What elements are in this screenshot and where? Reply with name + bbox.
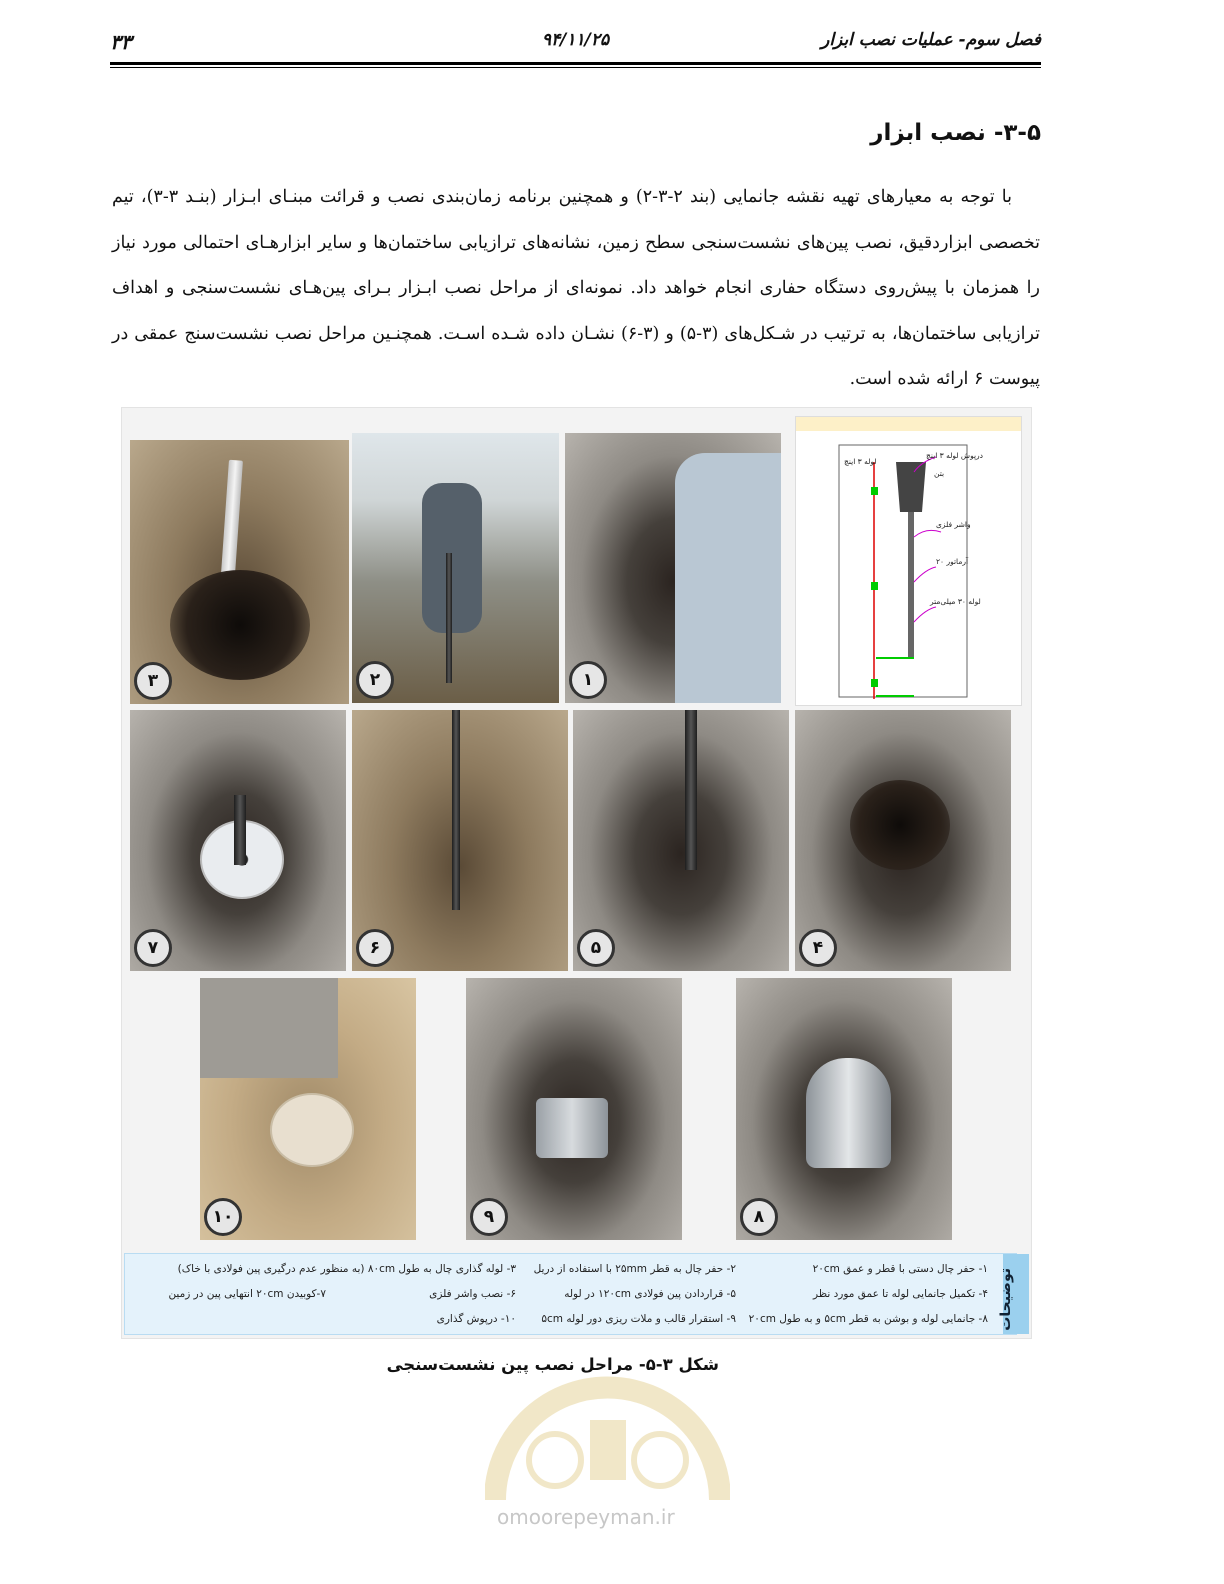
step-badge-1: ۱ xyxy=(569,661,607,699)
step-badge-3: ۳ xyxy=(134,662,172,700)
photo-step-6 xyxy=(352,710,568,971)
photo-step-3 xyxy=(130,440,349,704)
step-badge-4: ۴ xyxy=(799,929,837,967)
chapter-title: فصل سوم- عملیات نصب ابزار xyxy=(821,30,1041,50)
body-paragraph: با توجه به معیارهای تهیه نقشه جانمایی (بند ۲-۳-۲) و همچنین برنامه زمان‌بندی نصب و قرائت مبنـای ابـزار (بنـد ۳-۳)، تیم تخصصی ابزاردقیق، نصب پین‌های نشست‌سنجی سطح زمین، نشانه‌های ترازیابی ساختمان‌ها و سایر ابزارهـای احتمالی مورد نیاز را همزمان با پیش‌روی دستگاه حفاری انجام خواهد داد. نمونه‌ای از مراحل نصب ابـزار بـرای پین‌هـای نشست‌سنجی و اهداف ترازیابی ساختمان‌ها، به ترتیب در شـکل‌های (۳-۵) و (۳-۶) نشـان داده شـده اسـت. همچنـین مراحل نصب نشست‌سنج عمقی در پیوست ۶ ارائه شده است. xyxy=(112,187,1040,389)
page-header xyxy=(110,30,1041,56)
header-rule-thick xyxy=(110,62,1041,65)
legend-title: توضیحات xyxy=(998,1268,1014,1331)
pin-schematic-diagram xyxy=(795,416,1022,706)
legend-item-10: ۱۰- درپوش گذاری xyxy=(436,1313,516,1325)
page-number: ۳۳ xyxy=(110,30,132,54)
photo-step-7 xyxy=(130,710,346,971)
header-date: ۹۴/۱۱/۲۵ xyxy=(541,30,610,50)
step-badge-5: ۵ xyxy=(577,929,615,967)
step-badge-8: ۸ xyxy=(740,1198,778,1236)
photo-step-1 xyxy=(565,433,781,703)
legend-item-4: ۴- تکمیل جانمایی لوله تا عمق مورد نظر xyxy=(812,1288,988,1300)
legend-item-5: ۵- قراردادن پین فولادی ۱۲۰cm در لوله xyxy=(564,1288,736,1300)
photo-step-2 xyxy=(352,433,559,703)
watermark-logo xyxy=(485,1350,730,1510)
watermark-url: omoorepeyman.ir xyxy=(497,1505,675,1529)
legend-item-9: ۹- استقرار قالب و ملات ریزی دور لوله ۵cm xyxy=(541,1313,736,1325)
section-heading: ۳-۵- نصب ابزار xyxy=(870,120,1041,146)
diagram-label-washer: واشر فلزی xyxy=(936,520,971,529)
diagram-label-pipe30: لوله ۳۰ میلی‌متر xyxy=(930,597,981,606)
legend-item-7: ۷-کوبیدن ۲۰cm انتهایی پین در زمین xyxy=(168,1288,326,1300)
figure-legend xyxy=(124,1253,1017,1335)
figure-panel xyxy=(121,407,1032,1339)
legend-item-2: ۲- حفر چال به قطر ۲۵mm با استفاده از دریل xyxy=(533,1263,736,1275)
legend-item-1: ۱- حفر چال دستی با قطر و عمق ۲۰cm xyxy=(812,1263,988,1275)
photo-step-4 xyxy=(795,710,1011,971)
diagram-label-concrete: بتن xyxy=(934,469,945,478)
diagram-label-rebar: آرماتور ۲۰ xyxy=(936,557,969,566)
legend-item-6: ۶- نصب واشر فلزی xyxy=(429,1288,516,1300)
step-badge-6: ۶ xyxy=(356,929,394,967)
photo-step-10 xyxy=(200,978,416,1240)
step-badge-2: ۲ xyxy=(356,661,394,699)
photo-step-5 xyxy=(573,710,789,971)
photo-step-9 xyxy=(466,978,682,1240)
diagram-label-pipe3: لوله ۳ اینچ xyxy=(844,457,877,466)
header-rule-thin xyxy=(110,67,1041,68)
step-badge-10: ۱۰ xyxy=(204,1198,242,1236)
schematic-drawing xyxy=(796,417,1021,705)
legend-item-3: ۳- لوله گذاری چال به طول ۸۰cm (به منظور عدم درگیری پین فولادی با خاک) xyxy=(177,1263,516,1275)
step-badge-9: ۹ xyxy=(470,1198,508,1236)
photo-step-8 xyxy=(736,978,952,1240)
legend-item-8: ۸- جانمایی لوله و بوشن به قطر ۵cm و به طول ۲۰cm xyxy=(748,1313,988,1325)
diagram-label-cap: درپوش لوله ۳ اینچ xyxy=(926,451,984,460)
figure-caption: شکل ۳-۵- مراحل نصب پین نشست‌سنجی xyxy=(386,1355,719,1374)
step-badge-7: ۷ xyxy=(134,929,172,967)
